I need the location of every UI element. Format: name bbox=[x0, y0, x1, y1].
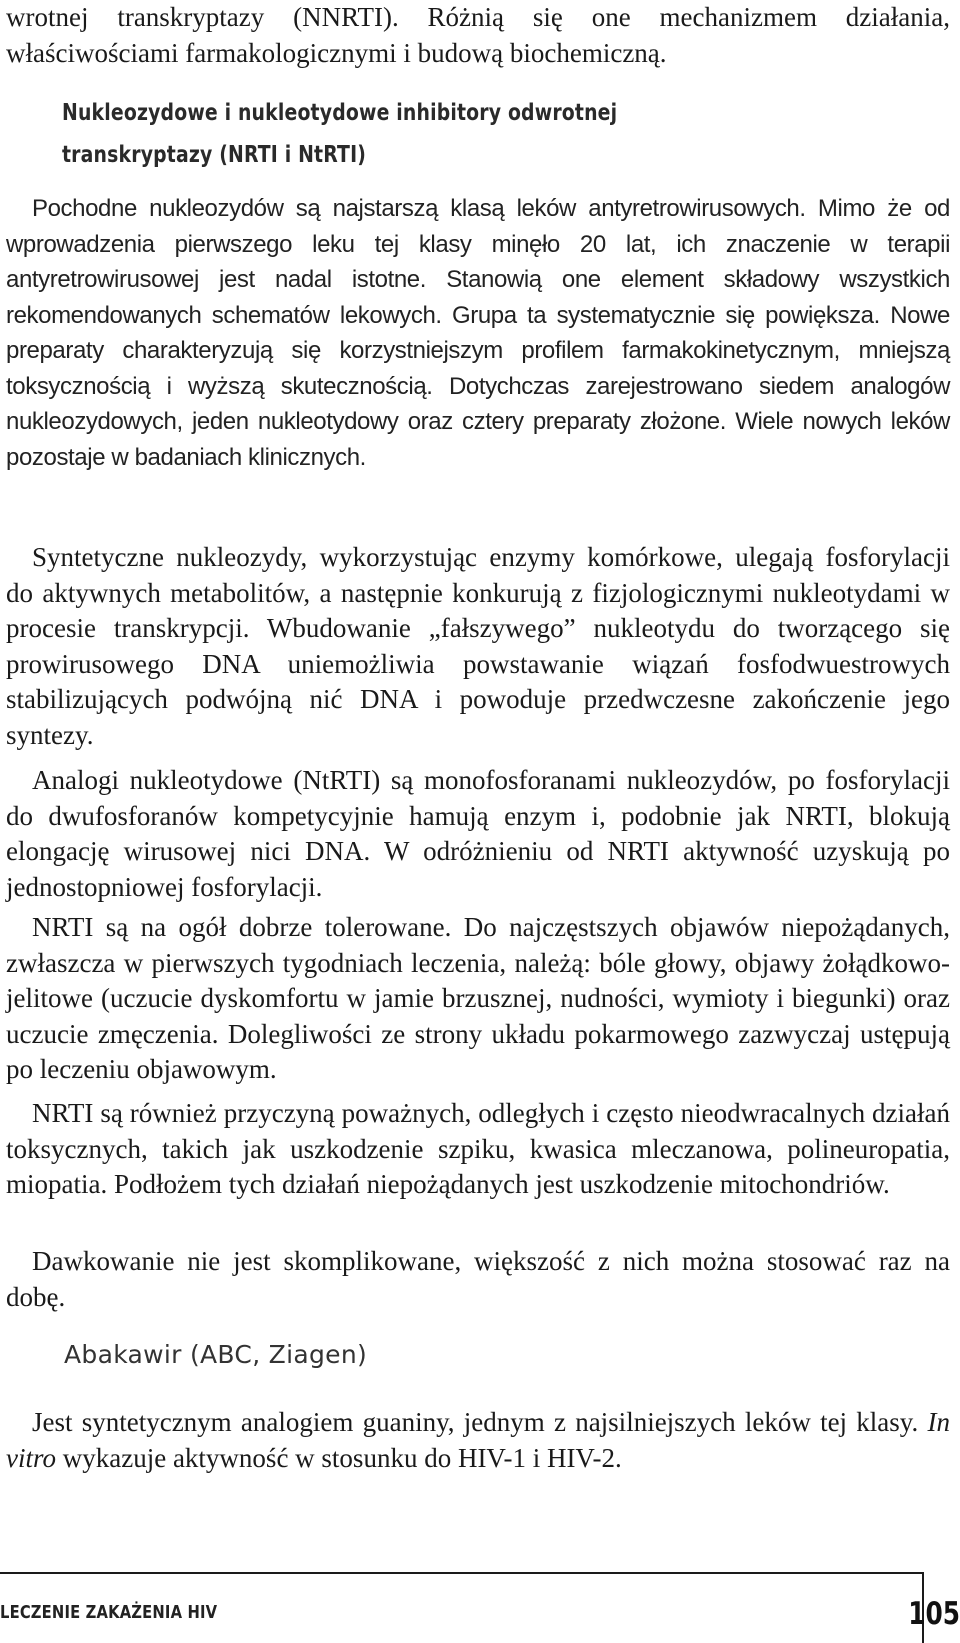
running-footer-title: LECZENIE ZAKAŻENIA HIV bbox=[0, 1602, 218, 1623]
drug-subheading: Abakawir (ABC, Ziagen) bbox=[64, 1340, 368, 1369]
paragraph-nucleotide-analogs: Analogi nukleotydowe (NtRTI) są monofosforanami nukleozydów, po fosforylacji do dwufosforanów kompetycyjnie hamują enzym i, podobnie jak NRTI, blokują elongację wirusowej nici DNA. W odróżnieniu od NRTI aktywność uzyskują po jednostopniowej fosforylacji. bbox=[6, 765, 950, 902]
page-number: 105 bbox=[908, 1596, 960, 1632]
footer-rule bbox=[0, 1572, 924, 1574]
in-vitro-italic: In vitro bbox=[6, 1407, 950, 1473]
paragraph-nucleoside-history: Pochodne nukleozydów są najstarszą klasą leków antyretrowirusowych. Mimo że od wprowadzenia pierwszego leku tej klasy minęło 20 lat, ich znaczenie w terapii antyretrowirusowej jest nadal istotne. Stanowią one element składowy wszystkich rekomendowanych schematów lekowych. Grupa ta systematycznie się powiększa. Nowe preparaty charakteryzują się korzystniejszym profilem farmakokinetycznym, mniejszą toksycznością i wyższą skutecznością. Dotychczas zarejestrowano siedem analogów nukleozydowych, jeden nukleotydowy oraz cztery preparaty złożone. Wiele nowych leków pozostaje w badaniach klinicznych. bbox=[6, 195, 950, 471]
paragraph-toxicity: NRTI są również przyczyną poważnych, odległych i często nieodwracalnych działań toksycznych, takich jak uszkodzenie szpiku, kwasica mleczanowa, polineuropatia, miopatia. Podłożem tych działań niepożądanych jest uszkodzenie mitochondriów. bbox=[6, 1098, 950, 1199]
section-heading: Nukleozydowe i nukleotydowe inhibitory odwrotnej transkryptazy (NRTI i NtRTI) bbox=[62, 100, 618, 168]
paragraph-intro-continuation: wrotnej transkryptazy (NNRTI). Różnią się one mechanizmem działania, właściwościami farmakologicznymi i budową biochemiczną. bbox=[6, 2, 950, 68]
paragraph-abacavir bbox=[6, 1405, 950, 1476]
paragraph-dosing: Dawkowanie nie jest skomplikowane, większość z nich można stosować raz na dobę. bbox=[6, 1246, 950, 1312]
abacavir-text-c: wykazuje aktywność w stosunku do HIV-1 i HIV-2. bbox=[56, 1442, 622, 1473]
paragraph-mechanism: Syntetyczne nukleozydy, wykorzystując enzymy komórkowe, ulegają fosforylacji do aktywnych metabolitów, a następnie konkurują z fizjologicznymi nukleotydami w procesie transkrypcji. Wbudowanie „fałszywego” nukleotydu do tworzącego się prowirusowego DNA uniemożliwia powstawanie wiązań fosfodwuestrowych stabilizujących podwójną nić DNA i powoduje przedwczesne zakończenie jego syntezy. bbox=[6, 542, 950, 750]
paragraph-tolerance: NRTI są na ogół dobrze tolerowane. Do najczęstszych objawów niepożądanych, zwłaszcza w pierwszych tygodniach leczenia, należą: bóle głowy, objawy żołądkowo-jelitowe (uczucie dyskomfortu w jamie brzusznej, nudności, wymioty i biegunki) oraz uczucie zmęczenia. Dolegliwości ze strony układu pokarmowego zazwyczaj ustępują po leczeniu objawowym. bbox=[6, 912, 950, 1084]
abacavir-text-a: Jest syntetycznym analogiem guaniny, jednym z najsilniejszych leków tej klasy. bbox=[32, 1407, 928, 1437]
